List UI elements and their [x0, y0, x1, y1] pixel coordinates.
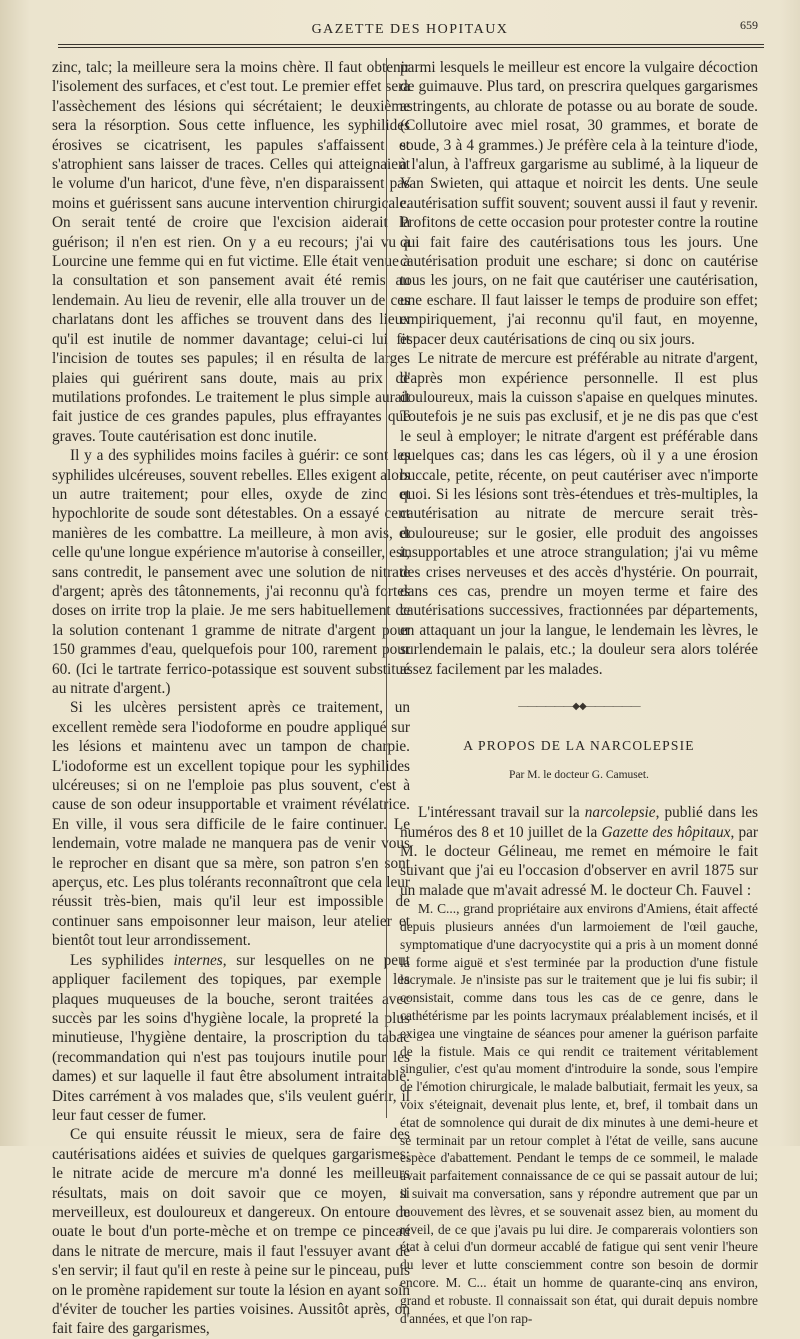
page-header: [60, 16, 760, 40]
header-rule: [58, 44, 764, 48]
article-title: A PROPOS DE LA NARCOLEPSIE: [463, 738, 695, 754]
text-run: , sur lesquelles on ne peut appliquer facilement des topiques, par exemple les plaques muqueuses de la bouche, seront traitées avec succès par les soins d'hygiène locale, la propreté la plus minutieuse, l'hygiène dentaire, la proscription du tabac (recommandation qui n'est pas toujours inutile pour les dames) et sur laquelle il faut être absolument intraitable. Dites carrément à vos malades que, s'ils veulent guérir, il leur faut cesser de fumer.: [52, 951, 410, 1124]
right-column: [400, 58, 758, 1327]
paragraph: Si les ulcères persistent après ce traitement, un excellent remède sera l'iodoforme en poudre appliqué sur les lésions et maintenu avec un tampon de charpie. L'iodoforme est un excellent topique pour les syphilides ulcéreuses; si on ne l'emploie pas plus souvent, c'est à cause de son odeur insupportable et vraiment révélatrice. En ville, il vous sera difficile de le faire continuer. Le lendemain, votre malade ne manquera pas de venir vous le reprocher en disant que sa mère, son patron s'en sont aperçus, etc. Les plus tolérants reconnaîtront que cela leur réussit très-bien, mais qu'il leur est impossible de continuer sans empoisonner leur maison, leur atelier et bientôt tout leur arrondissement.: [52, 699, 410, 950]
text-run: , publié dans les numéros des 8 et 10 juillet de la: [400, 804, 758, 841]
text-run: , par M. le docteur Gélineau, me remet en mémoire le fait suivant que j'ai eu l'occasion d'observer en avril 1875 sur un malade que m'avait adressé M. le docteur Ch. Fauvel :: [400, 823, 758, 899]
paragraph: [52, 951, 410, 1126]
section-ornament: ——————◆◆——————: [518, 701, 640, 712]
paragraph: zinc, talc; la meilleure sera la moins chère. Il faut obtenir l'isolement des surfaces, et c'est tout. Le premier effet sera l'assèchement des lésions qui sécrétaient; le deuxième sera la résorption. Sous cette influence, les syphilides érosives se cicatrisent, les papules s'affaissent et s'atrophient sans laisser de traces. Celles qui atteignaient le volume d'un haricot, d'une fève, n'en disparaissent pas moins et guérissent sans aucune intervention chirurgicale. On serait tenté de croire que l'excision aiderait la guérison; il n'en est rien. On y a eu recours; j'ai vu à Lourcine une femme qui en fut victime. Elle était venue à la consultation et son pansement avait été remis au lendemain. Au lieu de revenir, elle alla trouver un de ces charlatans dont les affiches se trouvent dans des lieux qu'il est inutile de nommer davantage; celui-ci lui fit l'incision de toutes ses papules; il en résulta de larges plaies qui guérirent sans doute, mais au prix de mutilations profondes. Le traitement le plus simple aurait fait justice de ces grandes papules, plus effrayantes que graves. Toute cautérisation est donc inutile.: [52, 59, 410, 445]
emphasis: Gazette des hôpitaux: [601, 823, 731, 841]
page-number: 659: [740, 18, 758, 32]
case-report-paragraph: M. C..., grand propriétaire aux environs d'Amiens, était affecté depuis plusieurs années d'un larmoiement de l'œil gauche, symptomatique d'une dacryocystite qui a pris à un moment donné la forme aiguë et s'est terminée par la production d'une fistule lacrymale. Je n'insiste pas sur le traitement que je lui fis subir; il consistait, comme dans tous les cas de ce genre, dans le cathétérisme par les points lacrymaux préalablement incisés, et il exigea une vingtaine de séances pour amener la guérison parfaite de la fistule. Mais ce qui rendit ce traitement véritablement singulier, c'est qu'au moment d'introduire la sonde, sous l'empire de l'émotion chirurgicale, le malade balbutiait, fermait les yeux, sa voix s'éteignait, devenait plus lente, et, bref, il tombait dans un état de somnolence qui durait de dix minutes à une demi-heure et se terminait par un retour complet à l'état de veille, sans aucune espèce d'abattement. Pendant le temps de ce sommeil, le malade avait parfaitement connaissance de ce qui se passait autour de lui; il suivait ma conversation, sans y répondre autrement que par un mouvement des lèvres, et se souvenait assez bien, au moment du réveil, de ce que j'avais pu lui dire. Je comparerais volontiers son état à celui d'un dormeur accablé de fatigue qui sent venir l'heure du lever et lutte consciemment contre son besoin de dormir encore. M. C... était un homme de quarante-cinq ans environ, grand et robuste. Il connaissait son état, qui durait depuis nombre d'années, et que l'on rap-: [400, 901, 758, 1326]
paragraph: [400, 803, 758, 900]
journal-title: GAZETTE DES HOPITAUX: [311, 22, 509, 37]
emphasis: internes: [173, 951, 223, 969]
text-run: L'intéressant travail sur la: [418, 804, 585, 822]
left-column: [52, 58, 410, 1339]
text-run: Les syphilides: [70, 951, 174, 969]
article-byline: Par M. le docteur G. Camuset.: [509, 768, 649, 781]
paragraph: Le nitrate de mercure est préférable au nitrate d'argent, d'après mon expérience personnelle. Il est plus douloureux, mais la cuisson s'apaise en quelques minutes. Toutefois je ne suis pas exclusif, et je ne dis pas que c'est le seul à employer; le nitrate d'argent est préférable dans quelques cas; dans les cas légers, où il y a une érosion buccale, petite, récente, on peut cautériser avec n'importe quoi. Si les lésions sont très-étendues et très-multiples, la cautérisation au nitrate de mercure serait très-douloureuse; sur le gosier, elle produit des angoisses insupportables et une atroce strangulation; j'ai vu même des crises nerveuses et des accès d'hystérie. On pourrait, dans ces cas, prendre un moyen terme et faire des cautérisations successives, fractionnées par départements, en attaquant un jour la langue, le lendemain les lèvres, le surlendemain le palais, etc.; la douleur sera alors tolérée assez facilement par les malades.: [400, 350, 758, 678]
emphasis: narcolepsie: [584, 804, 656, 822]
paragraph: Il y a des syphilides moins faciles à guérir: ce sont les syphilides ulcéreuses, souvent rebelles. Elles exigent alors un autre traitement; pour elles, oxyde de zinc et hypochlorite de soude sont détestables. On a essayé cent manières de les combattre. La meilleure, à mon avis, et celle qu'une longue expérience m'autorise à conseiller, est, sans contredit, le pansement avec une solution de nitrate d'argent; après des tâtonnements, j'ai reconnu qu'à fortes doses on irrite trop la plaie. Je me sers habituellement de la solution contenant 1 gramme de nitrate d'argent pour 150 grammes d'eau, quelquefois pour 100, rarement pour 60. (Ici le tartrate ferrico-potassique est souvent substitué au nitrate d'argent.): [52, 447, 410, 697]
column-divider: [386, 58, 387, 1118]
paragraph: Ce qui ensuite réussit le mieux, sera de faire des cautérisations aidées et suivies de quelques gargarismes; le nitrate acide de mercure m'a donné les meilleurs résultats, mais on doit savoir que ce moyen, si merveilleux, est douloureux et dangereux. On entoure de ouate le bout d'un porte-mèche et on trempe ce pinceau dans le nitrate de mercure, mais il faut l'essuyer avant de s'en servir; il faut qu'il en reste à peine sur le pinceau, puis on le promène rapidement sur toute la lésion en ayant soin d'éviter de toucher les parties voisines. Aussitôt après, on fait faire des gargarismes,: [52, 1126, 410, 1338]
paragraph: parmi lesquels le meilleur est encore la vulgaire décoction de guimauve. Plus tard, on prescrira quelques gargarismes astringents, au chlorate de potasse ou au borate de soude. (Collutoire avec miel rosat, 30 grammes, et borate de soude, 3 à 4 grammes.) Je préfère cela à la teinture d'iode, à l'alun, à l'affreux gargarisme au sublimé, à la liqueur de Van Swieten, qui attaque et noircit les dents. Une seule cautérisation suffit souvent; souvent aussi il faut y revenir. Profitons de cette occasion pour protester contre la routine qui fait faire des cautérisations tous les jours. Une cautérisation produit une eschare; si donc on cautérise tous les jours, on ne fait que cautériser une cautérisation, une eschare. Il faut laisser le temps de produire son effet; empiriquement, j'ai reconnu qu'il faut, en moyenne, espacer deux cautérisations de cinq ou six jours.: [400, 59, 758, 348]
